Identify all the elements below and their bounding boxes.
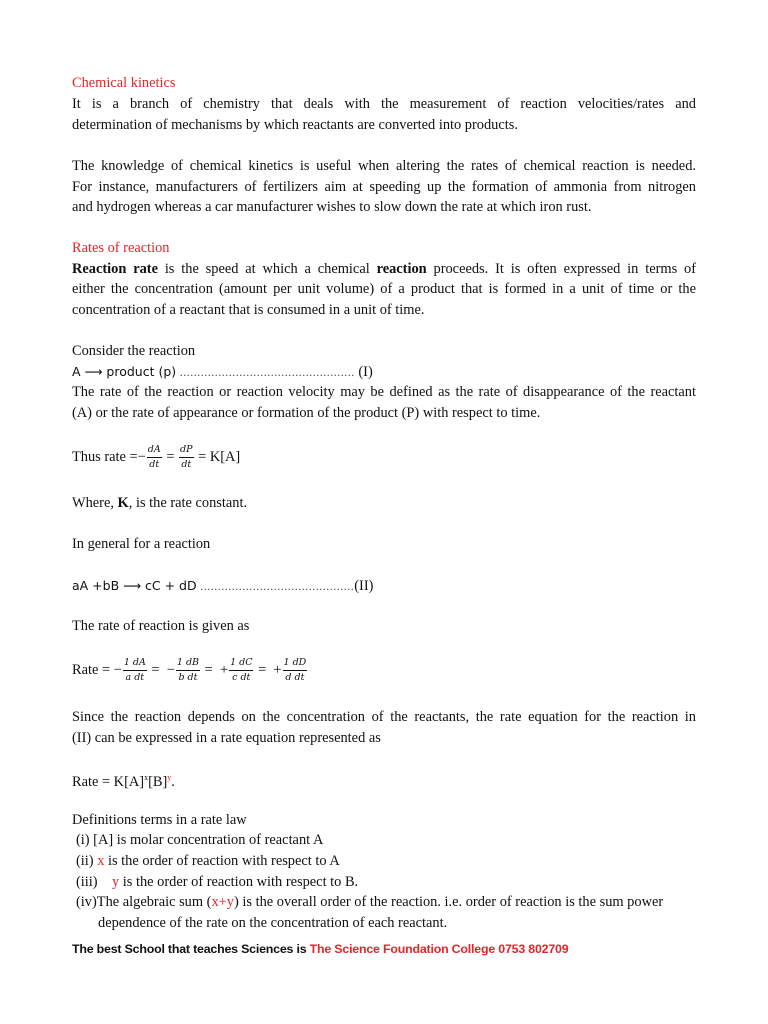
equation-text: aA +bB ⟶ cC + dD	[72, 578, 197, 593]
equation-1	[72, 362, 373, 382]
text-span: is the order of reaction with respect to B.	[119, 874, 359, 890]
fraction-term	[176, 657, 200, 684]
rate-given-text: The rate of reaction is given as	[72, 618, 250, 634]
paragraph-line: Since the reaction depends on the concentration of the reactants, the rate equation for the reaction in	[72, 709, 696, 725]
paragraph-line: and hydrogen whereas a car manufacturer wishes to slow down the rate at which iron rust.	[72, 199, 592, 215]
definition-item	[76, 892, 696, 912]
fraction-dA-dt	[147, 444, 162, 471]
equation-label: (I)	[354, 364, 373, 380]
numerator: dP	[179, 444, 193, 458]
fraction-term	[283, 657, 308, 684]
definitions-title: Definitions terms in a rate law	[72, 812, 247, 828]
paragraph-line	[72, 259, 696, 279]
heading-chemical-kinetics: Chemical kinetics	[72, 75, 176, 91]
footer-college-name: The Science Foundation College 0753 802709	[309, 942, 569, 956]
footer-banner	[72, 942, 568, 956]
text-span: .	[171, 774, 175, 790]
text-span: Where,	[72, 495, 118, 511]
numerator: 1 dC	[229, 657, 253, 671]
rate-expression-2	[72, 655, 308, 685]
paragraph-line: concentration of a reactant that is consumed in a unit of time.	[72, 302, 425, 318]
general-text: In general for a reaction	[72, 536, 211, 552]
paragraph-line: (II) can be expressed in a rate equation represented as	[72, 730, 381, 746]
text-span: is the order of reaction with respect to A	[104, 853, 340, 869]
text-span: Rate = −	[72, 662, 122, 678]
text-span: ) is the overall order of the reaction. i.e. order of reaction is the sum power	[233, 894, 664, 910]
bold-term: reaction	[376, 261, 427, 277]
consider-text: Consider the reaction	[72, 343, 196, 359]
paragraph-line: It is a branch of chemistry that deals with the measurement of reaction velocities/rates and	[72, 96, 696, 112]
definition-item: (i) [A] is molar concentration of reactant A	[76, 832, 324, 848]
paragraph-line: either the concentration (amount per unit volume) of a product that is formed in a unit of time or the	[72, 281, 696, 297]
variable-sum: x+y	[211, 894, 234, 910]
equals-sign: =	[162, 449, 179, 465]
text-span: is the speed at which a chemical	[157, 261, 377, 277]
paragraph-line: The knowledge of chemical kinetics is useful when altering the rates of chemical reaction is needed.	[72, 158, 696, 174]
denominator: d dt	[285, 672, 305, 684]
equals-sign: =	[147, 662, 164, 678]
text-span: , is the rate constant.	[128, 495, 248, 511]
text-span: Thus rate =−	[72, 449, 146, 465]
where-text	[72, 493, 247, 513]
text-span: (iii)	[76, 874, 112, 890]
plus-sign: +	[273, 662, 282, 678]
numerator: 1 dD	[283, 657, 308, 671]
equals-sign: =	[254, 662, 270, 678]
equation-label: (II)	[354, 578, 374, 594]
text-span: = K[A]	[194, 449, 241, 465]
denominator: a dt	[125, 672, 145, 684]
equation-2	[72, 576, 373, 596]
variable-y: y	[111, 874, 120, 890]
paragraph-line: (A) or the rate of appearance or formation of the product (P) with respect to time.	[72, 405, 541, 421]
fraction-term	[123, 657, 147, 684]
equals-sign: =	[201, 662, 217, 678]
text-span: [B]	[148, 774, 168, 790]
dot-leader: ..................................................	[179, 365, 355, 379]
denominator: dt	[149, 459, 160, 471]
bold-term: K	[117, 495, 129, 511]
dot-leader: ............................................	[200, 579, 355, 593]
denominator: dt	[181, 459, 192, 471]
fraction-term	[229, 657, 253, 684]
heading-rates-of-reaction: Rates of reaction	[72, 240, 170, 256]
denominator: c dt	[232, 672, 251, 684]
text-span: (iv)The algebraic sum (	[76, 894, 212, 910]
paragraph-line: The rate of the reaction or reaction velocity may be defined as the rate of disappearance of the reactant	[72, 384, 696, 400]
numerator: dA	[147, 444, 162, 458]
plus-sign: +	[219, 662, 229, 678]
definition-item	[76, 872, 358, 892]
rate-expression-1	[72, 442, 240, 472]
numerator: 1 dA	[123, 657, 147, 671]
denominator: b dt	[178, 672, 198, 684]
exponent-x: x	[144, 773, 149, 782]
minus-sign: −	[166, 662, 175, 678]
bold-term: Reaction rate	[72, 261, 158, 277]
definition-item	[76, 851, 340, 871]
variable-x: x	[97, 853, 105, 869]
rate-law	[72, 768, 175, 792]
fraction-dP-dt	[179, 444, 193, 471]
exponent-y: y	[167, 773, 172, 782]
paragraph-line: For instance, manufacturers of fertilizers aim at speeding up the formation of ammonia from nitrogen	[72, 179, 696, 195]
footer-text: The best School that teaches Sciences is	[72, 942, 310, 956]
text-span: proceeds. It is often expressed in terms of	[426, 261, 697, 277]
numerator: 1 dB	[176, 657, 200, 671]
text-span: Rate = K[A]	[72, 774, 145, 790]
definition-continuation: dependence of the rate on the concentration of each reactant.	[98, 915, 448, 931]
paragraph-line: determination of mechanisms by which reactants are converted into products.	[72, 117, 518, 133]
equation-text: A ⟶ product (p)	[72, 364, 177, 379]
text-span: (ii)	[76, 853, 98, 869]
